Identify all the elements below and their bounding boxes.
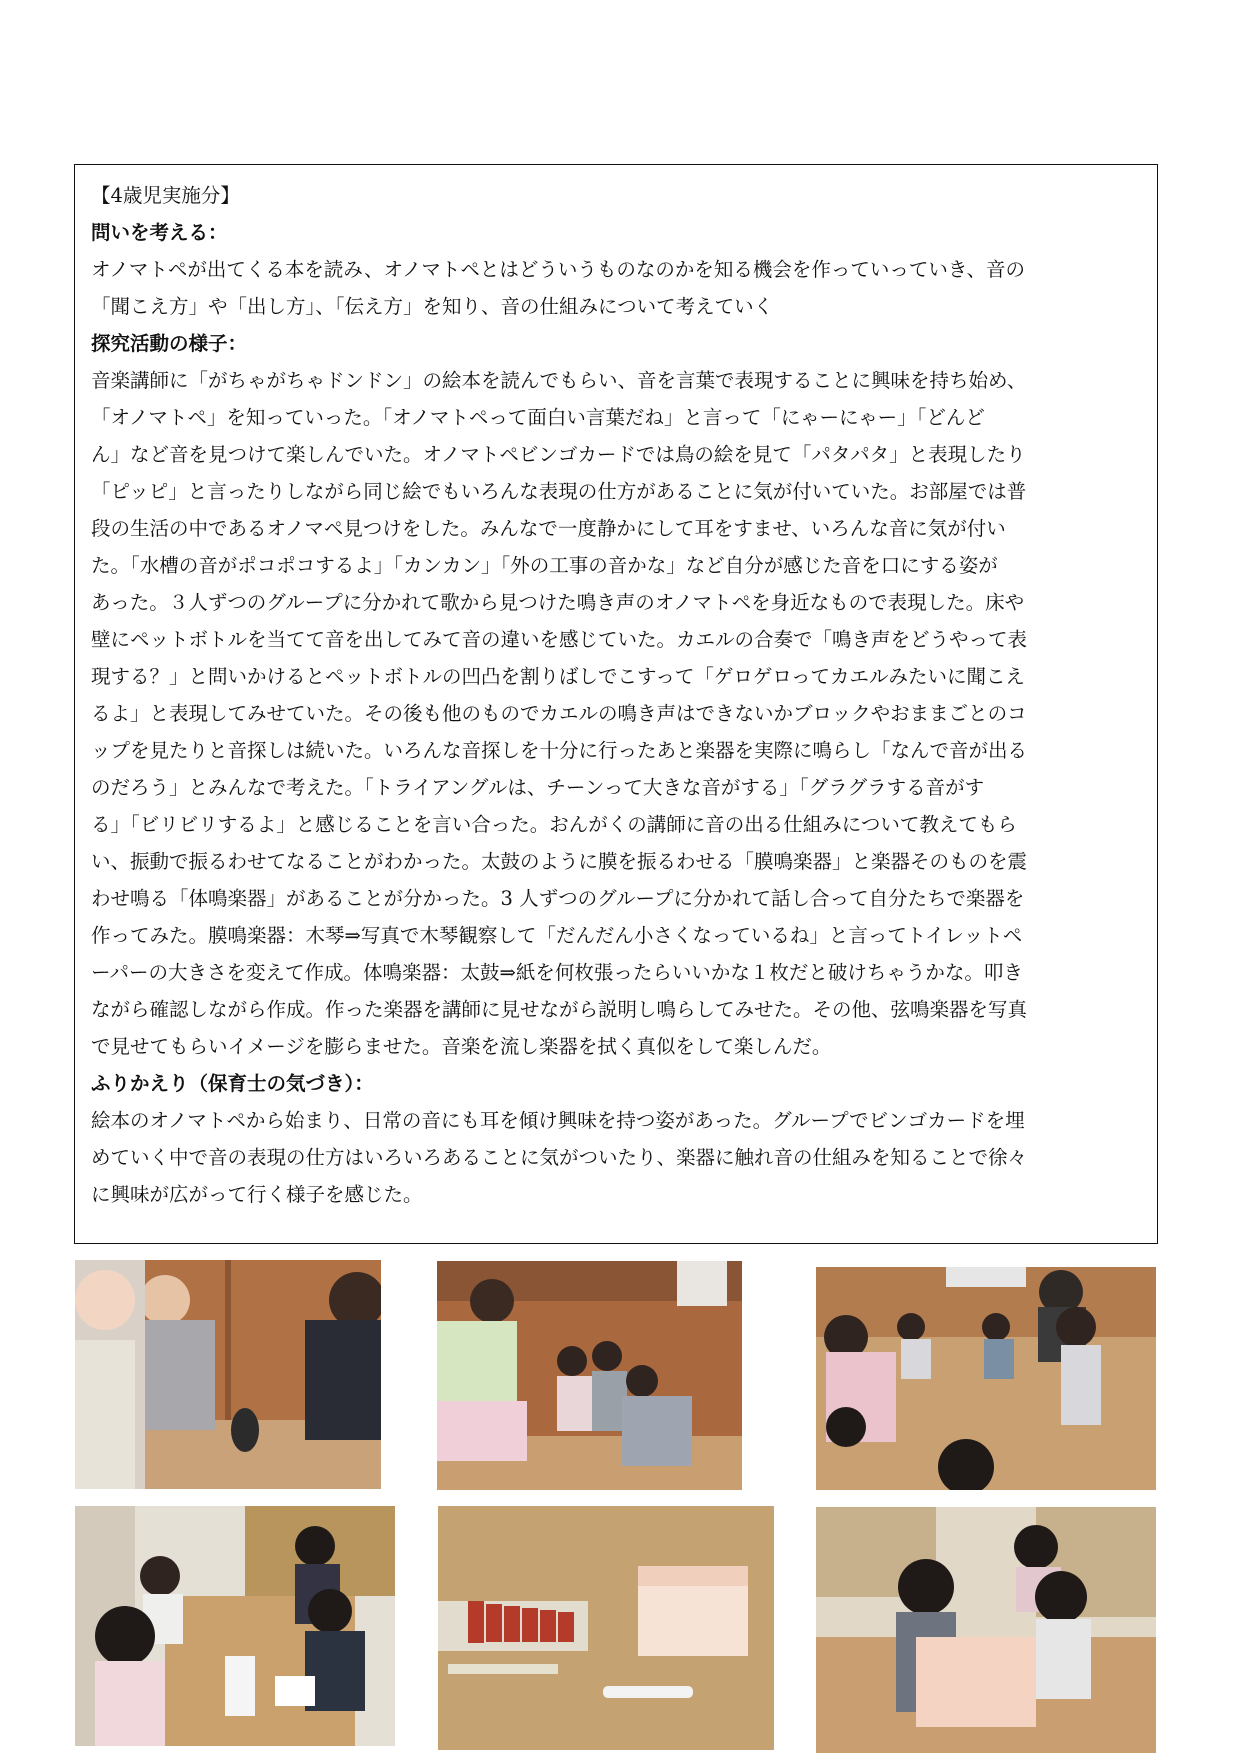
activity-line: ップを見たりと音探しは続いた。いろんな音探しを十分に行ったあと楽器を実際に鳴らし「なんで音が出る [91, 739, 1028, 762]
question-line: オノマトペが出てくる本を読み、オノマトペとはどういうものなのかを知る機会を作っていっていき、音の [91, 258, 1026, 281]
activity-line: た。「水槽の音がポコポコするよ」「カンカン」「外の工事の音かな」など自分が感じた音を口にする姿が [91, 554, 998, 577]
photo-making-paper-drum [816, 1507, 1156, 1753]
activity-line: ん」など音を見つけて楽しんでいた。オノマトペビンゴカードでは鳥の絵を見て「パタパタ」と表現したり [91, 443, 1026, 466]
activity-line: 段の生活の中であるオノマペ見つけをした。みんなで一度静かにして耳をすませ、いろんな音に気が付い [91, 517, 1006, 540]
photo-handmade-instruments [438, 1506, 774, 1750]
activity-line: 壁にペットボトルを当てて音を出してみて音の違いを感じていた。カエルの合奏で「鳴き声をどうやって表 [91, 628, 1028, 651]
activity-line: 「ピッピ」と言ったりしながら同じ絵でもいろんな表現の仕方があることに気が付いていた。お部屋では普 [91, 480, 1027, 503]
reflection-heading: ふりかえり（保育士の気づき）： [91, 1072, 374, 1095]
activity-line: 現する？」と問いかけるとペットボトルの凹凸を割りばしでこすって「ゲロゲロってカエルみたいに聞こえ [91, 665, 1026, 688]
reflection-line: めていく中で音の表現の仕方はいろいろあることに気がついたり、楽器に触れ音の仕組みを知ることで徐々 [91, 1146, 1028, 1169]
photo-children-at-table [75, 1506, 395, 1746]
reflection-line: 絵本のオノマトペから始まり、日常の音にも耳を傾け興味を持つ姿があった。グループでビンゴカードを埋 [91, 1109, 1025, 1132]
activity-line: ながら確認しながら作成。作った楽器を講師に見せながら説明し鳴らしてみせた。その他、弦鳴楽器を写真 [91, 998, 1028, 1021]
activity-line: 「オノマトペ」を知っていった。「オノマトペって面白い言葉だね」と言って「にゃーにゃー」「どんど [91, 406, 985, 429]
activity-line: で見せてもらいイメージを膨らませた。音楽を流し楽器を拭く真似をして楽しんだ。 [91, 1035, 832, 1058]
activity-line: い、振動で振るわせてなることがわかった。太鼓のように膜を振るわせる「膜鳴楽器」と楽器そのものを震 [91, 850, 1028, 873]
activity-line: のだろう」とみんなで考えた。「トライアングルは、チーンって大きな音がする」「グラグラする音がす [91, 776, 985, 799]
reflection-line: に興味が広がって行く様子を感じた。 [91, 1183, 423, 1206]
report-box [74, 164, 1158, 1244]
activity-line: るよ」と表現してみせていた。その後も他のものでカエルの鳴き声はできないかブロックやおままごとのコ [91, 702, 1027, 725]
activity-line: あった。３人ずつのグループに分かれて歌から見つけた鳴き声のオノマトペを身近なもので表現した。床や [91, 591, 1025, 614]
activity-line: わせ鳴る「体鳴楽器」があることが分かった。3 人ずつのグループに分かれて話し合って自分たちで楽器を [91, 887, 1025, 910]
question-heading: 問いを考える： [91, 221, 228, 244]
report-title: 【4歳児実施分】 [91, 184, 240, 207]
photo-teacher-showing-instrument [75, 1260, 381, 1489]
activity-heading: 探究活動の様子： [91, 332, 248, 355]
activity-line: 音楽講師に「がちゃがちゃドンドン」の絵本を読んでもらい、音を言葉で表現することに興味を持ち始め、 [91, 369, 1027, 392]
question-line: 「聞こえ方」や「出し方」、「伝え方」を知り、音の仕組みについて考えていく [91, 295, 774, 318]
activity-line: ーパーの大きさを変えて作成。体鳴楽器：太鼓⇒紙を何枚張ったらいいかな１枚だと破けちゃうかな。叩き [91, 961, 1023, 984]
photo-children-sitting-floor [437, 1261, 742, 1490]
activity-line: 作ってみた。膜鳴楽器：木琴⇒写真で木琴観察して「だんだん小さくなっているね」と言ってトイレットペ [91, 924, 1023, 947]
activity-line: る」「ビリビリするよ」と感じることを言い合った。おんがくの講師に音の出る仕組みについて教えてもら [91, 813, 1017, 836]
photo-group-circle [816, 1267, 1156, 1490]
